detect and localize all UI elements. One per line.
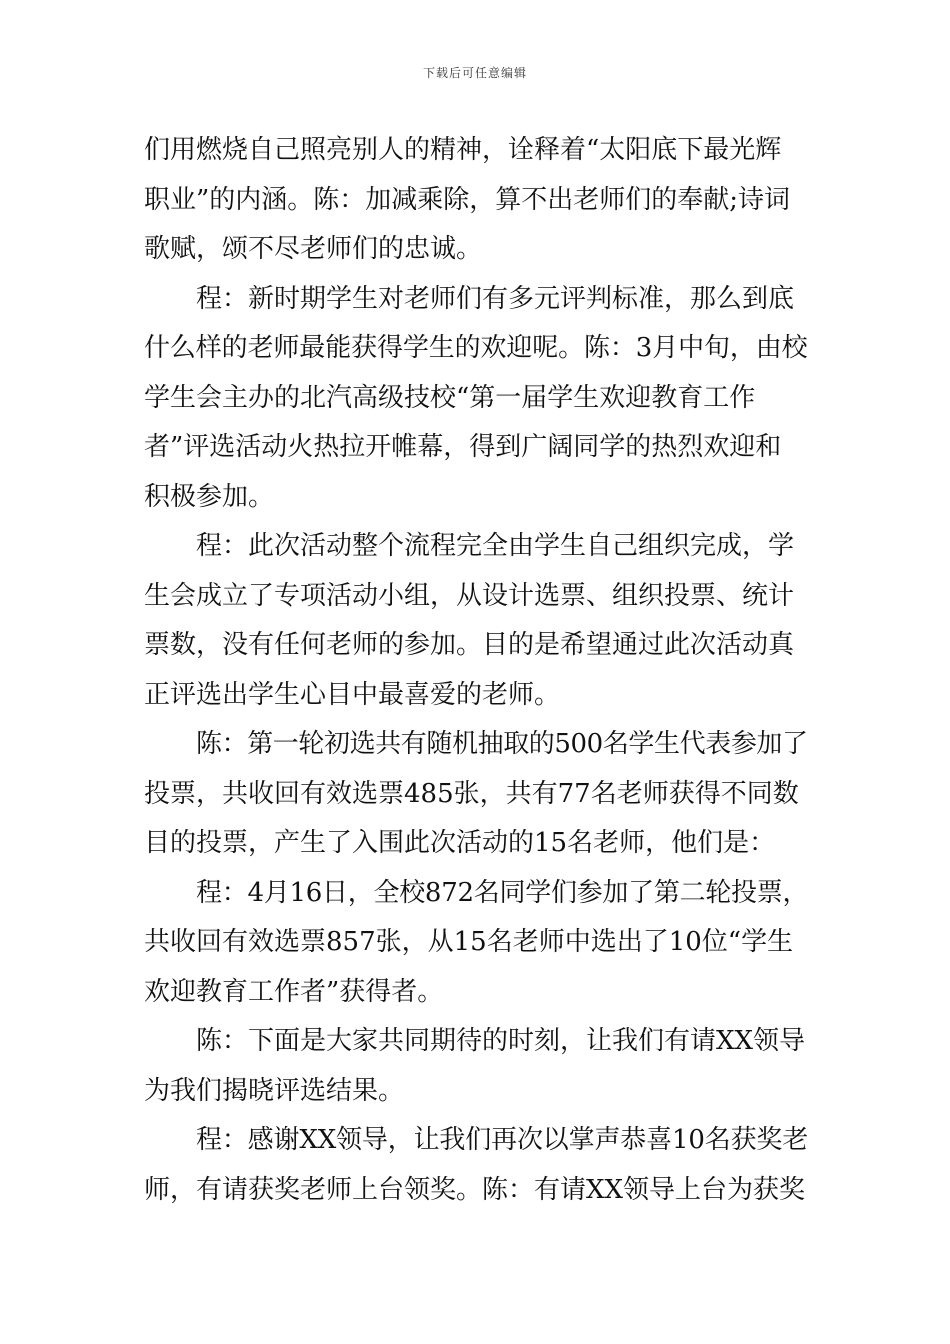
text-line: 程：4月16日，全校872名同学们参加了第二轮投票， — [196, 877, 809, 908]
text-line: 学生会主办的北汽高级技校“第一届学生欢迎教育工作 — [144, 382, 756, 413]
text-line: 歌赋，颂不尽老师们的忠诚。 — [144, 234, 483, 264]
text-line: 们用燃烧自己照亮别人的精神，诠释着“太阳底下最光辉 — [144, 135, 782, 165]
text-line: 程：新时期学生对老师们有多元评判标准，那么到底 — [196, 283, 795, 314]
text-line: 投票，共收回有效选票485张，共有77名老师获得不同数 — [144, 778, 799, 809]
text-line: 正评选出学生心目中最喜爱的老师。 — [144, 679, 561, 710]
text-line: 生会成立了专项活动小组，从设计选票、组织投票、统计 — [144, 580, 795, 611]
text-line: 什么样的老师最能获得学生的欢迎呢。陈：3月中旬，由校 — [144, 333, 808, 363]
text-line: 欢迎教育工作者”获得者。 — [144, 976, 444, 1007]
text-line: 师，有请获奖老师上台领奖。陈：有请XX领导上台为获奖 — [144, 1174, 806, 1205]
document-body — [144, 126, 808, 1215]
page-header: 下载后可任意编辑 — [422, 66, 527, 80]
text-line: 程：感谢XX领导，让我们再次以掌声恭喜10名获奖老 — [196, 1125, 809, 1155]
text-line: 票数，没有任何老师的参加。目的是希望通过此次活动真 — [144, 630, 795, 660]
text-line: 目的投票，产生了入围此次活动的15名老师，他们是： — [144, 828, 776, 858]
text-line: 陈：下面是大家共同期待的时刻，让我们有请XX领导 — [196, 1026, 806, 1056]
text-line: 积极参加。 — [144, 481, 275, 512]
text-line: 程：此次活动整个流程完全由学生自己组织完成，学 — [196, 531, 795, 561]
text-line: 陈：第一轮初选共有随机抽取的500名学生代表参加了 — [196, 729, 808, 759]
text-line: 者”评选活动火热拉开帷幕，得到广阔同学的热烈欢迎和 — [144, 432, 782, 462]
text-line: 为我们揭晓评选结果。 — [144, 1075, 405, 1106]
text-line: 职业”的内涵。陈：加减乘除，算不出老师们的奉献;诗词 — [144, 184, 791, 215]
text-line: 共收回有效选票857张，从15名老师中选出了10位“学生 — [144, 927, 794, 957]
